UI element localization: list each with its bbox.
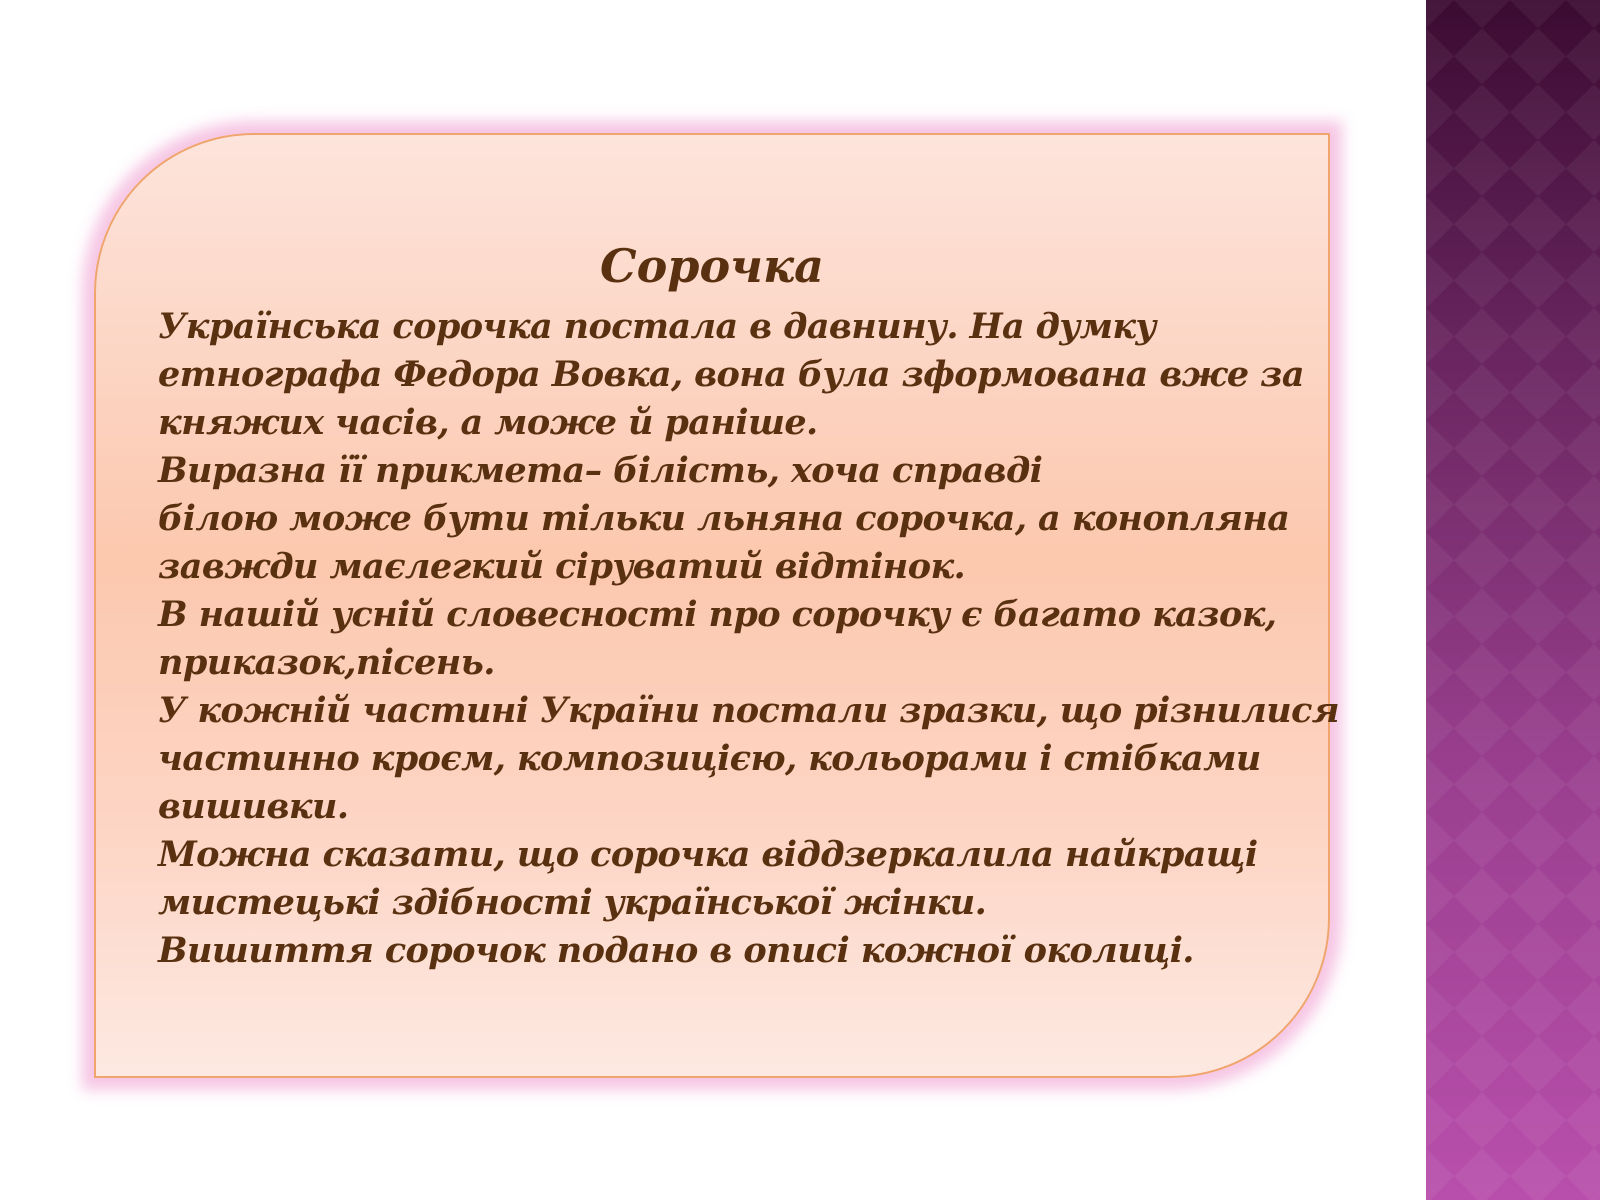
decorative-side-band <box>1426 0 1600 1200</box>
text-card <box>94 133 1340 1078</box>
body-line: княжих часів, а може й раніше. <box>158 402 818 443</box>
body-line: етнографа Федора Вовка, вона була зформована вже за <box>158 354 1304 395</box>
body-line: завжди маєлегкий сіруватий відтінок. <box>158 546 966 587</box>
body-line: мистецькі здібності української жінки. <box>158 882 987 923</box>
body-line: приказок,пісень. <box>158 642 495 683</box>
body-line: вишивки. <box>158 786 349 827</box>
slide-title: Сорочка <box>600 239 824 293</box>
body-line: Вишиття сорочок подано в описі кожної околиці. <box>158 930 1194 971</box>
body-line: У кожній частині України постали зразки, що різнилися <box>158 690 1340 731</box>
body-line: Українська сорочка постала в давнину. На думку <box>158 306 1156 347</box>
slide-body <box>158 303 1340 975</box>
body-line: частинно кроєм, композицією, кольорами і стібками <box>158 738 1261 779</box>
body-line: Можна сказати, що сорочка віддзеркалила найкращі <box>158 834 1258 875</box>
body-line: білою може бути тільки льняна сорочка, а конопляна <box>158 498 1290 539</box>
body-line: В нашій усній словесності про сорочку є багато казок, <box>158 594 1277 635</box>
body-line: Виразна її прикмета– білість, хоча справді <box>158 450 1043 491</box>
